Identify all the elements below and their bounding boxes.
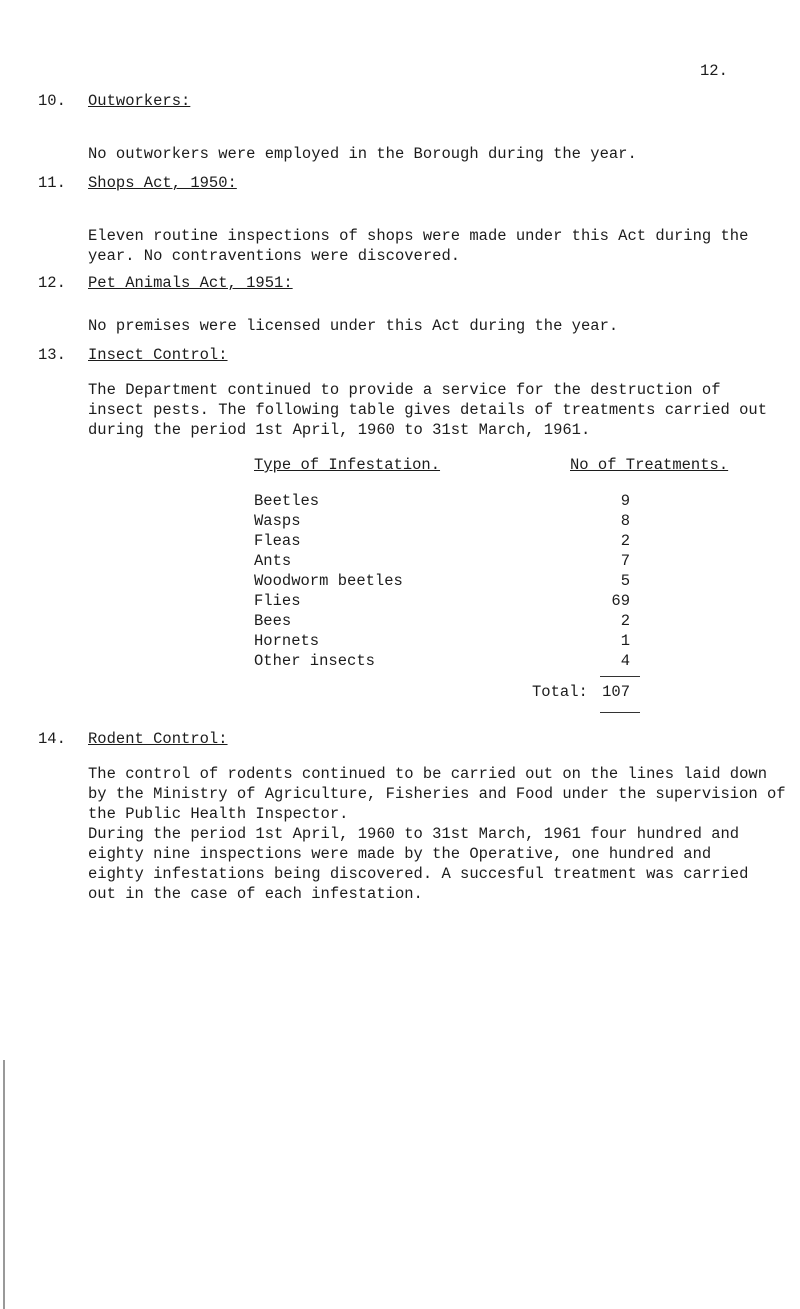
- section-heading: Insect Control:: [88, 346, 228, 364]
- table-cell-type: Woodworm beetles: [254, 572, 403, 590]
- section-heading: Pet Animals Act, 1951:: [88, 274, 293, 292]
- table-cell-count: 2: [620, 532, 630, 550]
- section-heading: Rodent Control:: [88, 730, 228, 748]
- table-cell-type: Beetles: [254, 492, 320, 510]
- binding-edge-line: [3, 1060, 5, 1309]
- section-paragraph: No premises were licensed under this Act during the year.: [88, 317, 619, 335]
- table-header-type: Type of Infestation.: [254, 456, 441, 474]
- table-cell-type: Wasps: [254, 512, 301, 530]
- section-paragraph: Eleven routine inspections of shops were made under this Act during the year. No contraventions were discovered.: [88, 227, 749, 265]
- table-cell-count: 2: [620, 612, 630, 630]
- section-heading: Shops Act, 1950:: [88, 174, 237, 192]
- table-cell-count: 5: [620, 572, 630, 590]
- table-cell-type: Flies: [254, 592, 301, 610]
- section-paragraph: The Department continued to provide a service for the destruction of insect pests. The following table gives details of treatments carried out during the period 1st April, 1960 to 31st March, 1961.: [88, 381, 768, 439]
- total-label: Total:: [532, 683, 588, 701]
- section-paragraph: During the period 1st April, 1960 to 31st March, 1961 four hundred and eighty nine inspections were made by the Operative, one hundred and eighty infestations being discovered. A succesful treatment was carried out in the case of each infestation.: [88, 825, 749, 903]
- section-number: 12.: [38, 274, 66, 292]
- table-cell-count: 7: [620, 552, 630, 570]
- section-number: 11.: [38, 174, 66, 192]
- section-number: 14.: [38, 730, 66, 748]
- total-value: 107: [602, 683, 630, 701]
- table-cell-type: Other insects: [254, 652, 375, 670]
- total-rule-top: [600, 676, 640, 677]
- table-cell-type: Fleas: [254, 532, 301, 550]
- page-number: 12.: [700, 62, 728, 80]
- table-header-count: No of Treatments.: [570, 456, 729, 474]
- section-paragraph: The control of rodents continued to be carried out on the lines laid down by the Ministry of Agriculture, Fisheries and Food under the supervision of the Public Health Inspector.: [88, 765, 786, 823]
- table-cell-count: 1: [620, 632, 630, 650]
- table-cell-type: Bees: [254, 612, 292, 630]
- table-cell-count: 4: [620, 652, 630, 670]
- table-cell-type: Hornets: [254, 632, 320, 650]
- table-cell-type: Ants: [254, 552, 292, 570]
- table-cell-count: 8: [620, 512, 630, 530]
- section-number: 13.: [38, 346, 66, 364]
- section-heading: Outworkers:: [88, 92, 191, 110]
- section-number: 10.: [38, 92, 66, 110]
- section-paragraph: No outworkers were employed in the Borough during the year.: [88, 145, 637, 163]
- total-rule-bottom: [600, 712, 640, 713]
- table-cell-count: 9: [620, 492, 630, 510]
- table-cell-count: 69: [611, 592, 630, 610]
